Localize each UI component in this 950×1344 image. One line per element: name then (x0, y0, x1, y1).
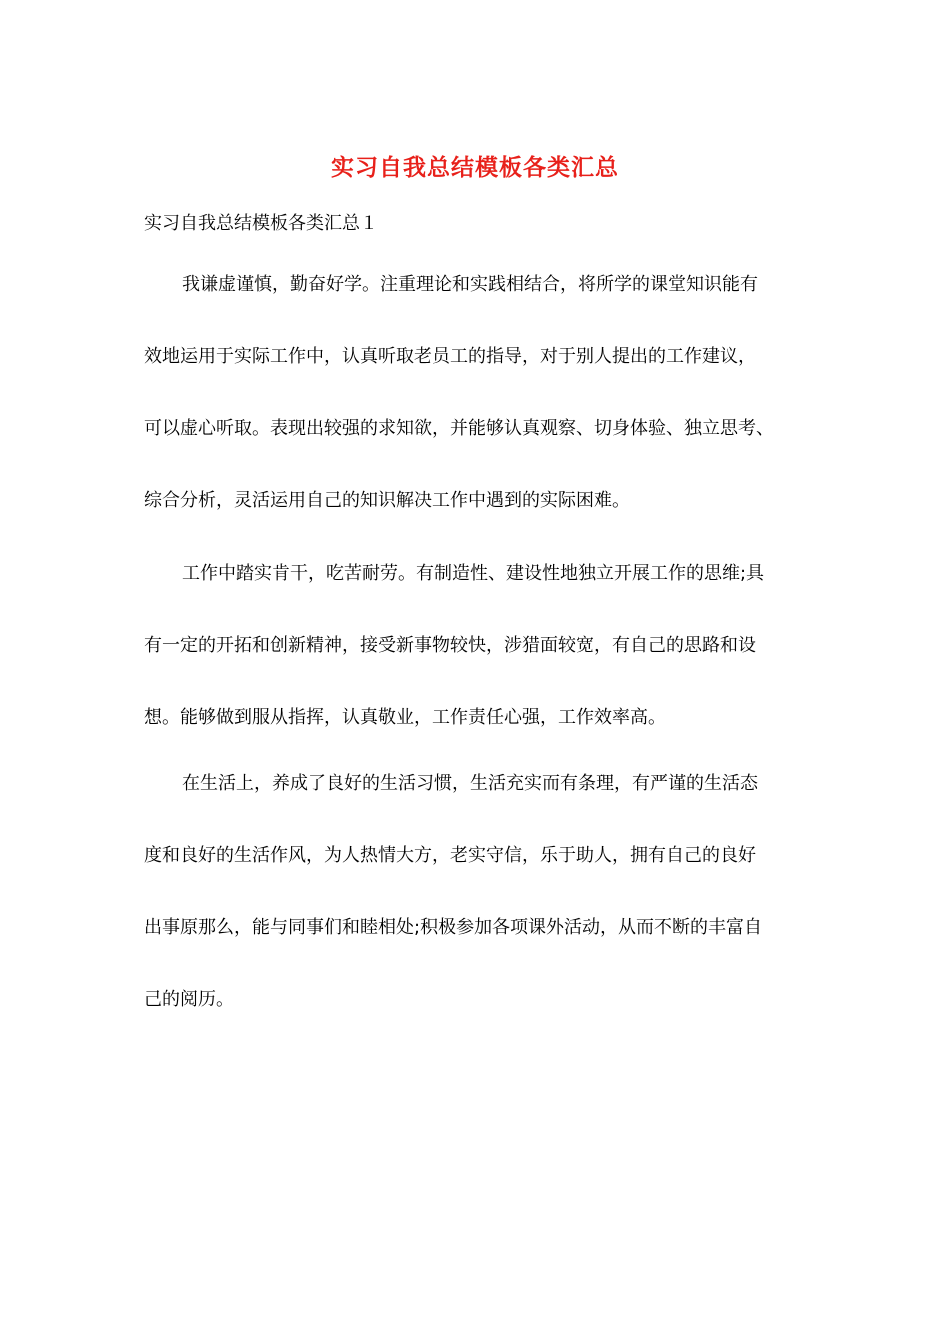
paragraph-line: 想。能够做到服从指挥，认真敬业，工作责任心强，工作效率高。 (144, 707, 666, 728)
document-subtitle: 实习自我总结模板各类汇总１ (144, 213, 378, 234)
paragraph-line: 效地运用于实际工作中，认真听取老员工的指导，对于别人提出的工作建议， (144, 346, 756, 367)
paragraph-3 (144, 770, 812, 1058)
paragraph-line: 综合分析，灵活运用自己的知识解决工作中遇到的实际困难。 (144, 490, 630, 511)
paragraph-2 (144, 560, 812, 776)
paragraph-1 (144, 271, 812, 559)
paragraph-line: 在生活上，养成了良好的生活习惯，生活充实而有条理，有严谨的生活态 (182, 773, 758, 794)
paragraph-line: 有一定的开拓和创新精神，接受新事物较快，涉猎面较宽，有自己的思路和设 (144, 635, 756, 656)
document-title: 实习自我总结模板各类汇总 (331, 154, 619, 181)
paragraph-line: 度和良好的生活作风，为人热情大方，老实守信，乐于助人，拥有自己的良好 (144, 845, 756, 866)
paragraph-line: 可以虚心听取。表现出较强的求知欲，并能够认真观察、切身体验、独立思考、 (144, 418, 774, 439)
paragraph-line: 我谦虚谨慎，勤奋好学。注重理论和实践相结合，将所学的课堂知识能有 (182, 274, 758, 295)
paragraph-line: 己的阅历。 (144, 989, 234, 1010)
paragraph-line: 工作中踏实肯干，吃苦耐劳。有制造性、建设性地独立开展工作的思维;具 (182, 563, 765, 584)
paragraph-line: 出事原那么，能与同事们和睦相处;积极参加各项课外活动，从而不断的丰富自 (144, 917, 763, 938)
